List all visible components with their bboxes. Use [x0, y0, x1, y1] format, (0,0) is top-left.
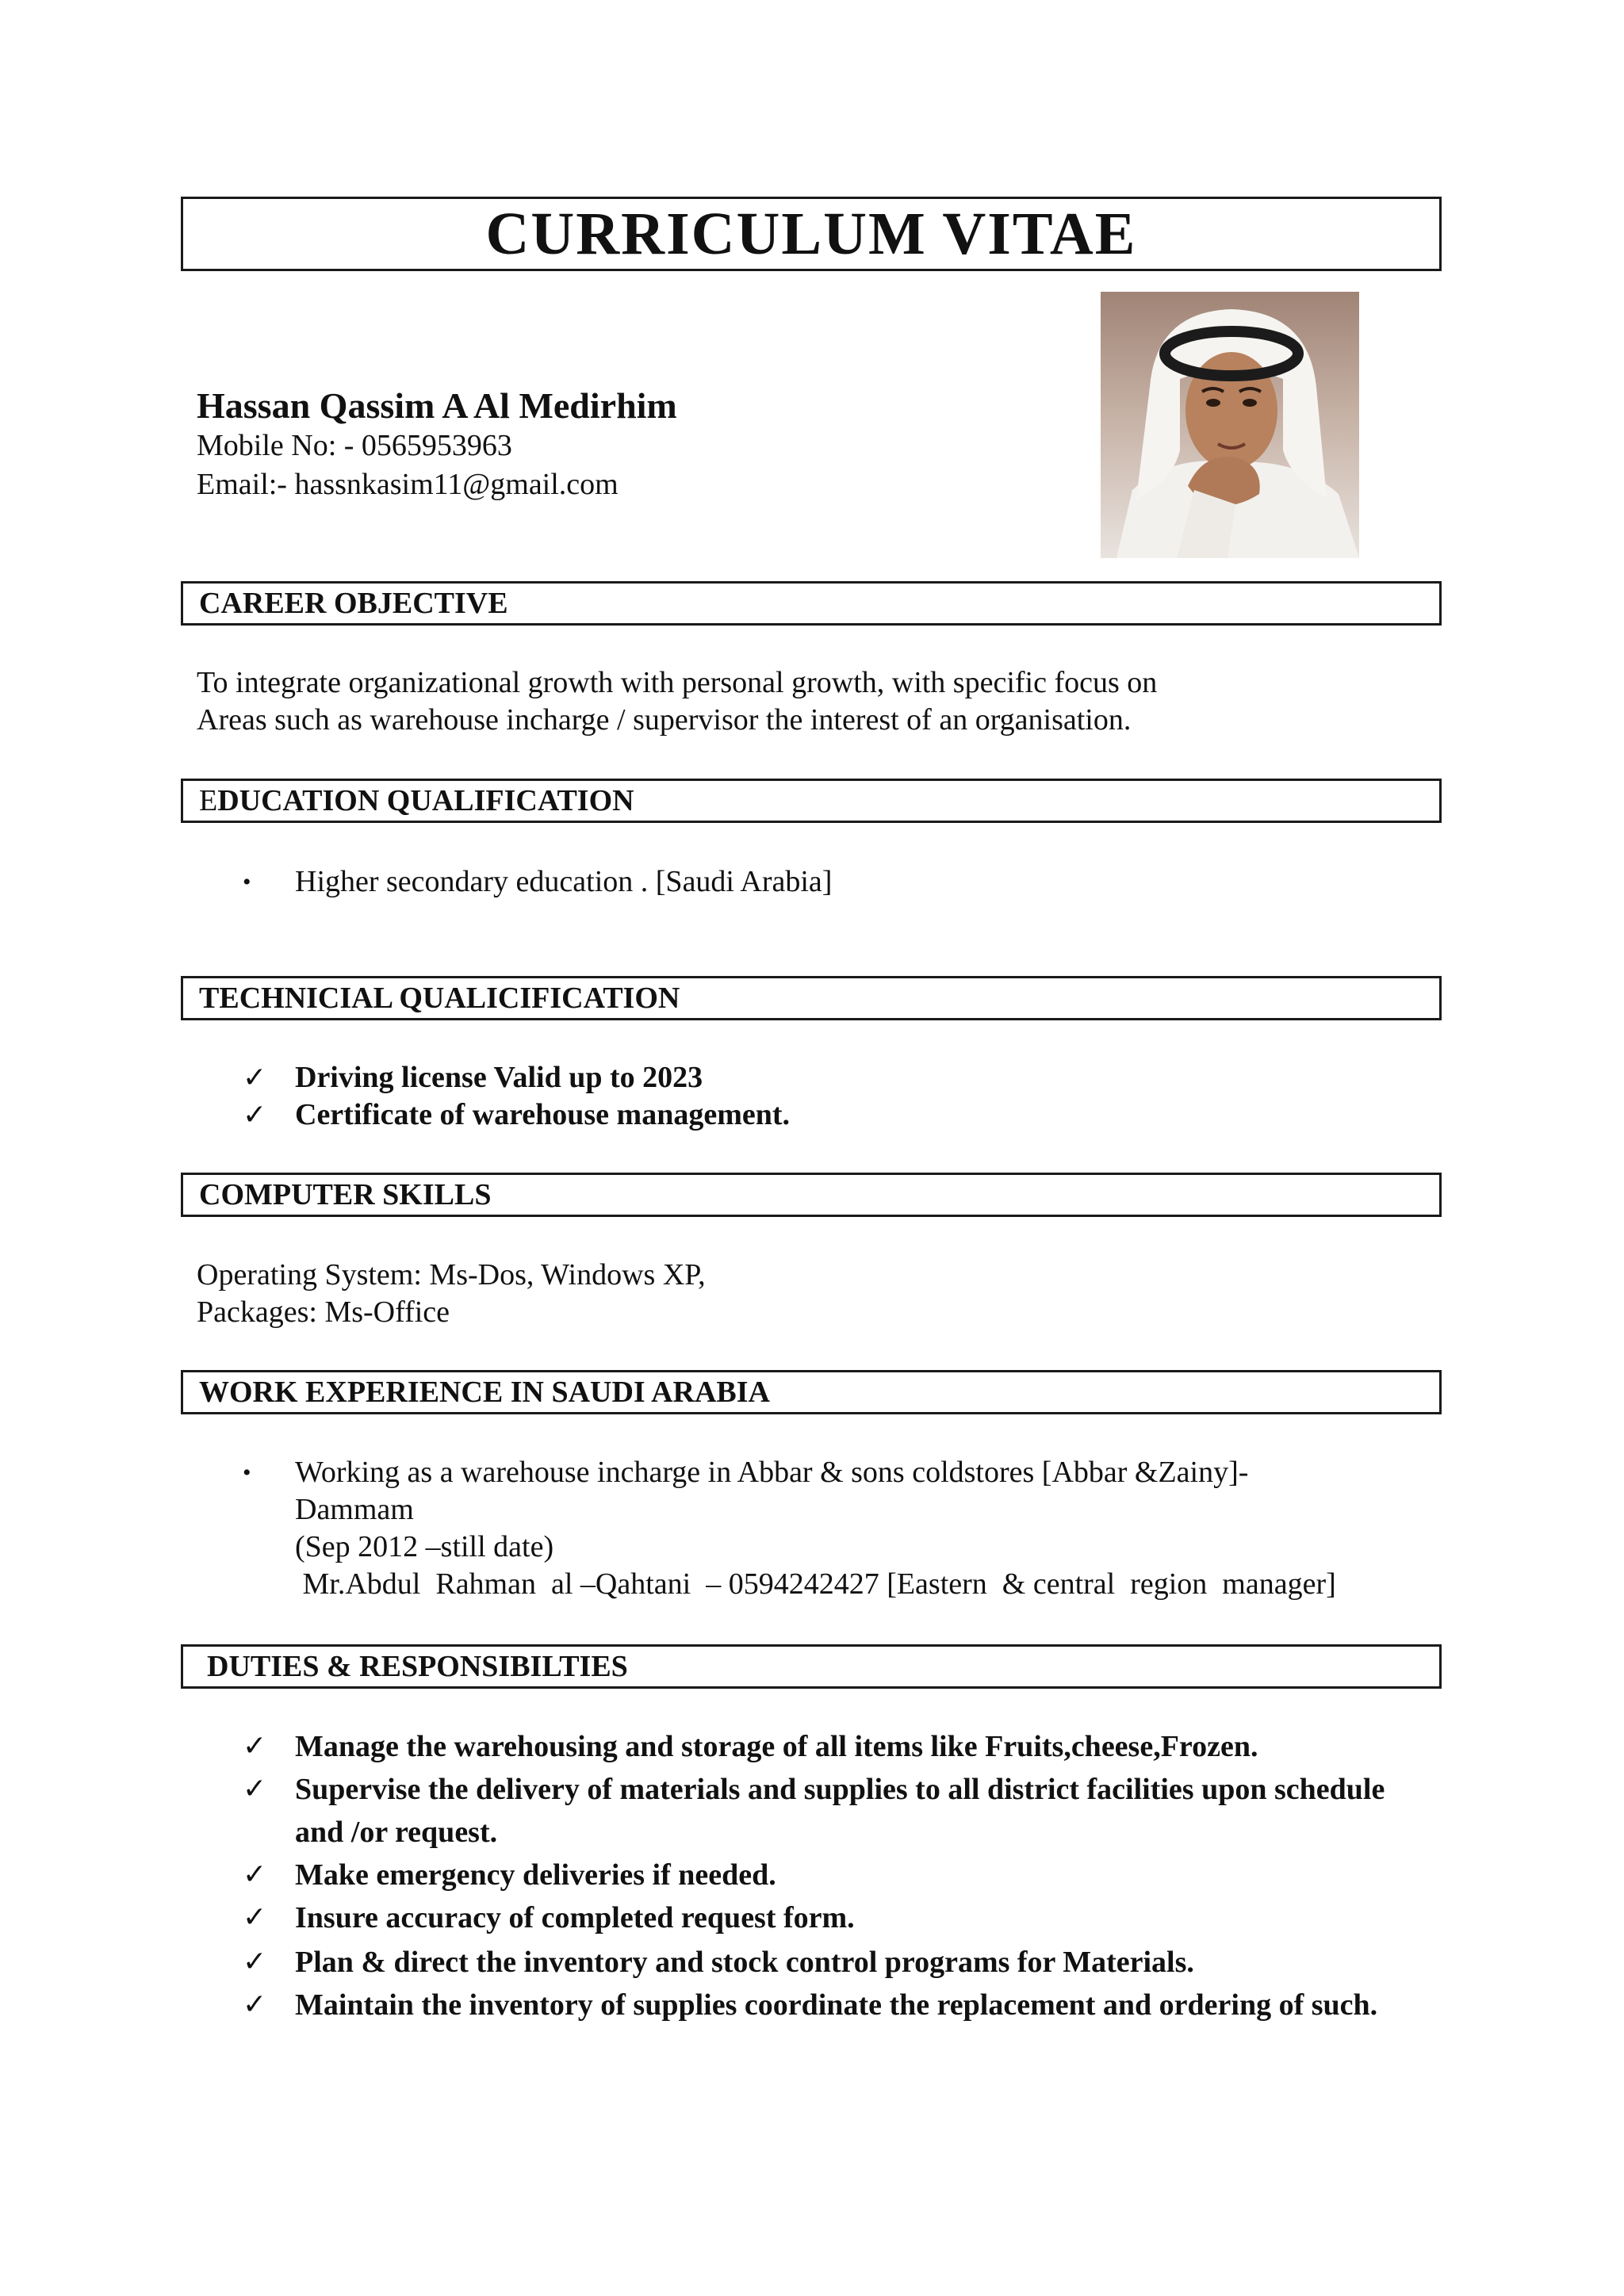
duty-item-text: Make emergency deliveries if needed.	[295, 1858, 776, 1892]
computer-skills-line: Packages: Ms-Office	[197, 1295, 450, 1329]
work-experience-heading-box	[181, 1370, 1442, 1414]
check-icon: ✓	[243, 1858, 267, 1891]
check-icon: ✓	[243, 1730, 267, 1762]
work-experience-heading: WORK EXPERIENCE IN SAUDI ARABIA	[199, 1376, 770, 1409]
duty-item	[243, 1768, 1421, 1854]
profile-photo-illustration	[1101, 292, 1359, 558]
career-objective-line: Areas such as warehouse incharge / supervisor the interest of an organisation.	[197, 703, 1132, 737]
technical-item	[243, 1096, 790, 1134]
computer-skills-line: Operating System: Ms-Dos, Windows XP,	[197, 1258, 706, 1292]
computer-skills-text	[197, 1257, 706, 1331]
duty-item-text: Maintain the inventory of supplies coordinate the replacement and ordering of such.	[295, 1988, 1378, 2022]
work-experience-line: Mr.Abdul Rahman al –Qahtani – 0594242427 [Eastern & central region manager]	[295, 1567, 1336, 1601]
work-experience-line: (Sep 2012 –still date)	[295, 1530, 554, 1563]
work-experience-line: Dammam	[295, 1493, 414, 1526]
bullet-icon: •	[243, 869, 251, 895]
duty-item	[243, 1984, 1405, 2026]
check-icon: ✓	[243, 1773, 267, 1805]
duty-item	[243, 1725, 1461, 1768]
duty-item-text: Plan & direct the inventory and stock control programs for Materials.	[295, 1946, 1194, 1979]
technical-item-text: Certificate of warehouse management.	[295, 1098, 791, 1131]
title-box	[181, 197, 1442, 271]
work-experience-line: Working as a warehouse incharge in Abbar & sons coldstores [Abbar &Zainy]-	[295, 1456, 1249, 1489]
education-heading-lead: E	[199, 784, 218, 817]
duty-item-text: Manage the warehousing and storage of all items like Fruits,cheese,Frozen.	[295, 1730, 1258, 1763]
career-objective-text	[197, 664, 1157, 739]
check-icon: ✓	[243, 1988, 267, 2021]
duty-item	[243, 1896, 1461, 1939]
computer-skills-heading-box	[181, 1173, 1442, 1217]
work-experience-text	[295, 1454, 1336, 1603]
duties-heading: DUTIES & RESPONSIBILTIES	[207, 1650, 628, 1683]
email-address: Email:- hassnkasim11@gmail.com	[197, 468, 619, 501]
mobile-number: Mobile No: - 0565953963	[197, 429, 512, 462]
check-icon: ✓	[243, 1099, 267, 1131]
career-objective-line: To integrate organizational growth with personal growth, with specific focus on	[197, 666, 1158, 699]
technical-heading-box	[181, 976, 1442, 1020]
duties-heading-box	[181, 1644, 1442, 1689]
work-experience-item	[243, 1454, 1336, 1603]
technical-item	[243, 1059, 703, 1096]
bullet-icon: •	[243, 1460, 251, 1486]
education-heading-rest: DUCATION QUALIFICATION	[217, 784, 634, 817]
career-objective-heading: CAREER OBJECTIVE	[199, 587, 508, 620]
document-title: CURRICULUM VITAE	[485, 201, 1137, 267]
computer-skills-heading: COMPUTER SKILLS	[199, 1178, 492, 1211]
education-item	[243, 863, 832, 901]
duty-item	[243, 1854, 1461, 1896]
technical-heading: TECHNICIAL QUALICIFICATION	[199, 982, 680, 1015]
check-icon: ✓	[243, 1946, 267, 1978]
technical-item-text: Driving license Valid up to 2023	[295, 1061, 703, 1094]
duty-item-text: Supervise the delivery of materials and supplies to all district facilities upon schedule and /or request.	[295, 1773, 1385, 1849]
duty-item-text: Insure accuracy of completed request form.	[295, 1901, 855, 1934]
duty-item	[243, 1941, 1461, 1984]
check-icon: ✓	[243, 1062, 267, 1094]
education-item-text: Higher secondary education . [Saudi Arabia]	[295, 865, 833, 898]
career-objective-heading-box	[181, 581, 1442, 626]
education-heading	[199, 786, 634, 816]
check-icon: ✓	[243, 1901, 267, 1934]
profile-photo	[1101, 292, 1359, 558]
education-heading-box	[181, 779, 1442, 823]
candidate-name: Hassan Qassim A Al Medirhim	[197, 385, 677, 426]
